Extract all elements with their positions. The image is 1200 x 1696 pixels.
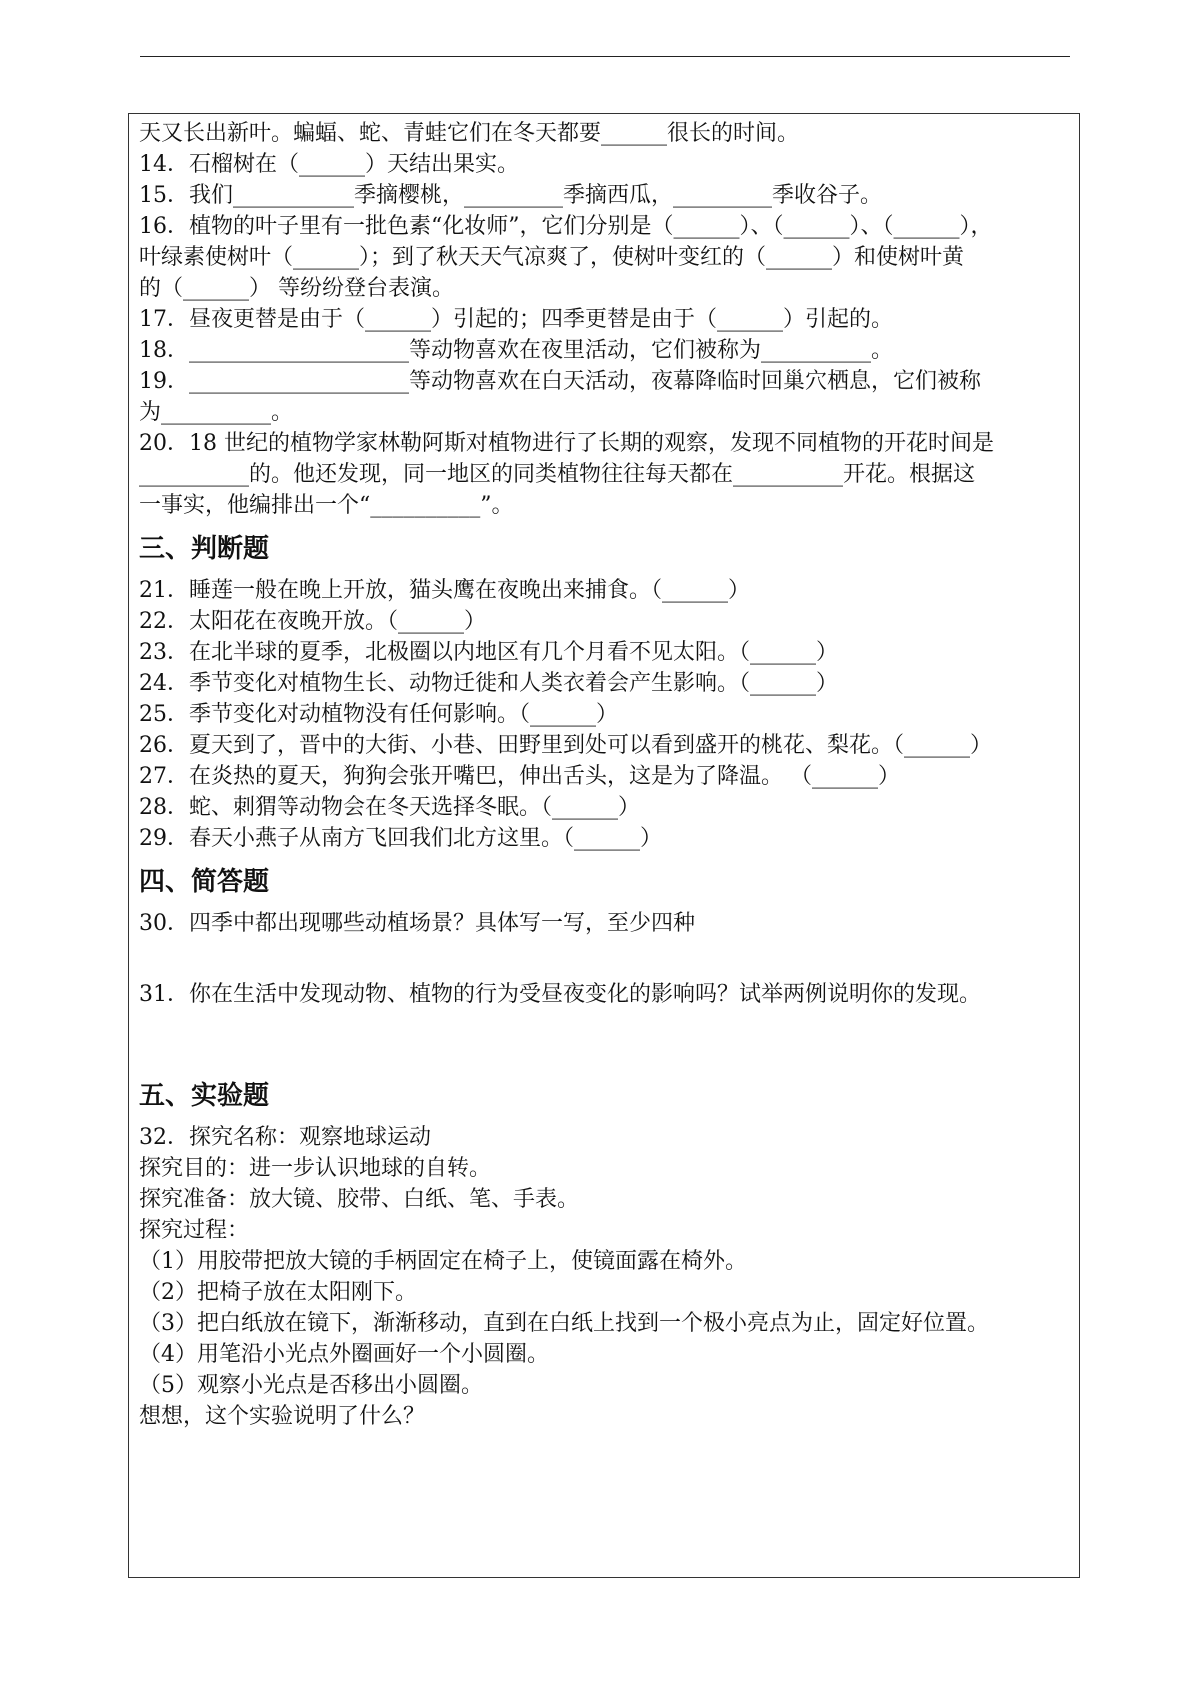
- experiment-process-label: 探究过程：: [139, 1218, 250, 1243]
- q14: 14．石榴树在（______）天结出果实。: [139, 152, 519, 177]
- q16-line-1: 16．植物的叶子里有一批色素“化妆师”，它们分别是（______）、（______）、（______），: [139, 214, 993, 239]
- q21: 21．睡莲一般在晚上开放，猫头鹰在夜晚出来捕食。（______）: [139, 578, 750, 603]
- q16-line-2: 叶绿素使树叶（______）；到了秋天天气凉爽了，使树叶变红的（______）和使树叶黄: [139, 245, 965, 270]
- q16-line-3: 的（______） 等纷纷登台表演。: [139, 276, 454, 301]
- experiment-step-4: （4）用笔沿小光点外圈画好一个小圆圈。: [139, 1342, 549, 1367]
- q20-line-3: 一事实，他编排出一个“__________”。: [139, 493, 514, 518]
- experiment-purpose: 探究目的：进一步认识地球的自转。: [139, 1156, 492, 1181]
- q24: 24．季节变化对植物生长、动物迁徙和人类衣着会产生影响。（______）: [139, 671, 838, 696]
- q29: 29．春天小燕子从南方飞回我们北方这里。（______）: [139, 826, 662, 851]
- q13-continuation: 天又长出新叶。蝙蝠、蛇、青蛙它们在冬天都要______很长的时间。: [139, 121, 800, 146]
- experiment-step-2: （2）把椅子放在太阳刚下。: [139, 1280, 417, 1305]
- header-rule: [140, 56, 1070, 57]
- q25: 25．季节变化对动植物没有任何影响。（______）: [139, 702, 618, 727]
- q22: 22．太阳花在夜晚开放。（______）: [139, 609, 486, 634]
- q26: 26．夏天到了，晋中的大街、小巷、田野里到处可以看到盛开的桃花、梨花。（______）: [139, 733, 992, 758]
- section-heading-short-answer: 四、简答题: [139, 867, 270, 897]
- experiment-step-1: （1）用胶带把放大镜的手柄固定在椅子上，使镜面露在椅外。: [139, 1249, 747, 1274]
- answer-space-q30: [139, 939, 1069, 979]
- experiment-step-3: （3）把白纸放在镜下，渐渐移动，直到在白纸上找到一个极小亮点为止，固定好位置。: [139, 1311, 989, 1336]
- q31: 31．你在生活中发现动物、植物的行为受昼夜变化的影响吗？试举两例说明你的发现。: [139, 982, 981, 1007]
- q19-line-1: 19．____________________等动物喜欢在白天活动，夜幕降临时回巢穴栖息，它们被称: [139, 369, 981, 394]
- answer-space-q31: [139, 1010, 1069, 1068]
- q17: 17．昼夜更替是由于（______）引起的；四季更替是由于（______）引起的。: [139, 307, 893, 332]
- experiment-question: 想想，这个实验说明了什么？: [139, 1404, 426, 1429]
- q27: 27．在炎热的夏天，狗狗会张开嘴巴，伸出舌头，这是为了降温。 （______）: [139, 764, 900, 789]
- experiment-materials: 探究准备：放大镜、胶带、白纸、笔、手表。: [139, 1187, 580, 1212]
- worksheet-content: [139, 118, 1069, 1432]
- q20-line-1: 20．18 世纪的植物学家林勒阿斯对植物进行了长期的观察，发现不同植物的开花时间是: [139, 431, 994, 456]
- experiment-step-5: （5）观察小光点是否移出小圆圈。: [139, 1373, 483, 1398]
- q18: 18．____________________等动物喜欢在夜里活动，它们被称为__________。: [139, 338, 893, 363]
- q23: 23．在北半球的夏季，北极圈以内地区有几个月看不见太阳。（______）: [139, 640, 838, 665]
- q30: 30．四季中都出现哪些动植场景？具体写一写，至少四种: [139, 911, 695, 936]
- section-heading-experiment: 五、实验题: [139, 1081, 270, 1111]
- q32-title: 32．探究名称：观察地球运动: [139, 1125, 431, 1150]
- section-heading-judgment: 三、判断题: [139, 534, 270, 564]
- q15: 15．我们___________季摘樱桃，_________季摘西瓜，_________季收谷子。: [139, 183, 882, 208]
- q19-line-2: 为__________。: [139, 400, 294, 425]
- q28: 28．蛇、刺猬等动物会在冬天选择冬眠。（______）: [139, 795, 640, 820]
- q20-line-2: __________的。他还发现，同一地区的同类植物往往每天都在__________开花。根据这: [139, 462, 976, 487]
- worksheet-frame: [128, 113, 1080, 1578]
